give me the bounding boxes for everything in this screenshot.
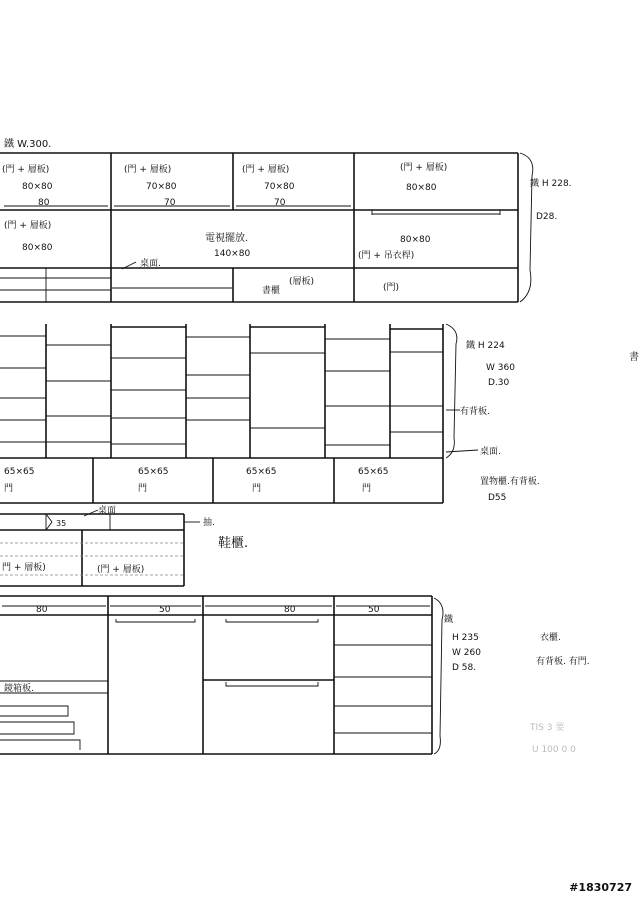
top-upper-cell-3-width: 70	[274, 198, 286, 208]
top-upper-cell-1-size: 80×80	[22, 182, 53, 192]
second-desc: 置物櫃.有背板.	[480, 477, 540, 487]
top-unit	[0, 137, 572, 302]
top-upper-cell-1-width: 80	[38, 198, 50, 208]
third-unit	[0, 504, 248, 586]
third-title: 鞋櫃.	[218, 536, 249, 551]
top-upper-cell-2-label: (門 + 層板)	[124, 165, 172, 175]
second-lower-cell-1-size: 65×65	[4, 467, 35, 477]
fourth-side-note-1: 鐵	[444, 615, 454, 625]
second-unit	[0, 324, 639, 503]
second-depth: D55	[488, 493, 507, 503]
second-side-note-2: W 360	[486, 363, 515, 373]
top-side-note-1: 鐵 H 228.	[530, 179, 572, 189]
top-upper-cell-4-size: 80×80	[406, 183, 437, 193]
second-lower-cell-2-size: 65×65	[138, 467, 169, 477]
second-lower-cell-4-size: 65×65	[358, 467, 389, 477]
fourth-faint-note-2: U 100 0 0	[532, 745, 576, 755]
top-mid-arrow-note: 桌面.	[140, 259, 161, 269]
fourth-width-2: 50	[159, 605, 171, 615]
fourth-side-note-2: H 235	[452, 633, 479, 643]
second-lower-cell-3-label: 門	[252, 484, 262, 494]
second-edge-char: 書	[629, 352, 639, 363]
watermark-id: #1830727	[569, 881, 632, 894]
top-upper-cell-3-label: (門 + 層板)	[242, 165, 290, 175]
top-upper-cell-2-size: 70×80	[146, 182, 177, 192]
top-upper-cell-4-label: (門 + 層板)	[400, 163, 448, 173]
fourth-inner-note: 鏡箱板.	[4, 684, 34, 694]
fourth-side-note-3: W 260	[452, 648, 481, 658]
third-drawer-note: 抽.	[203, 518, 215, 528]
second-lower-cell-1-label: 門	[4, 484, 14, 494]
second-arrow-note: 桌面.	[480, 447, 501, 457]
second-side-note-3: D.30	[488, 378, 510, 388]
fourth-label-2: 有背板. 有門.	[536, 657, 590, 667]
top-mid-cell-1-size: 80×80	[22, 243, 53, 253]
top-mid-cell-2-label: 電視擺放.	[205, 233, 249, 244]
fourth-width-1: 80	[36, 605, 48, 615]
second-lower-cell-3-size: 65×65	[246, 467, 277, 477]
top-side-note-2: D28.	[536, 212, 558, 222]
top-bottom-cell-1b-label: 書櫃	[262, 286, 281, 296]
fourth-label-1: 衣櫃.	[540, 633, 561, 643]
top-upper-cell-2-width: 70	[164, 198, 176, 208]
top-mid-cell-3-label: (門 + 吊衣桿)	[358, 251, 415, 261]
top-header-note: 鐵 W.300.	[4, 139, 52, 150]
third-dim: 35	[56, 519, 67, 528]
second-lower-cell-2-label: 門	[138, 484, 148, 494]
top-bottom-cell-2-label: (門)	[383, 283, 400, 293]
third-cell-2-label: (門 + 層板)	[97, 565, 145, 575]
fourth-width-4: 50	[368, 605, 380, 615]
third-cell-1-label: 門 + 層板)	[2, 563, 46, 573]
top-upper-cell-1-label: (門 + 層板)	[2, 165, 50, 175]
top-mid-cell-2-size: 140×80	[214, 249, 251, 259]
top-mid-cell-3-size: 80×80	[400, 235, 431, 245]
fourth-faint-note-1: TIS 3 要	[530, 723, 565, 733]
fourth-width-3: 80	[284, 605, 296, 615]
top-bottom-cell-1-label: (層板)	[289, 277, 315, 287]
second-back-note: 有背板.	[460, 407, 490, 417]
fourth-unit	[0, 596, 590, 755]
third-arrow-note: 桌面	[98, 506, 117, 516]
top-mid-cell-1-label: (門 + 層板)	[4, 221, 52, 231]
second-lower-cell-4-label: 門	[362, 484, 372, 494]
fourth-side-note-4: D 58.	[452, 663, 477, 673]
top-upper-cell-3-size: 70×80	[264, 182, 295, 192]
second-side-note-1: 鐵 H 224	[466, 341, 505, 351]
